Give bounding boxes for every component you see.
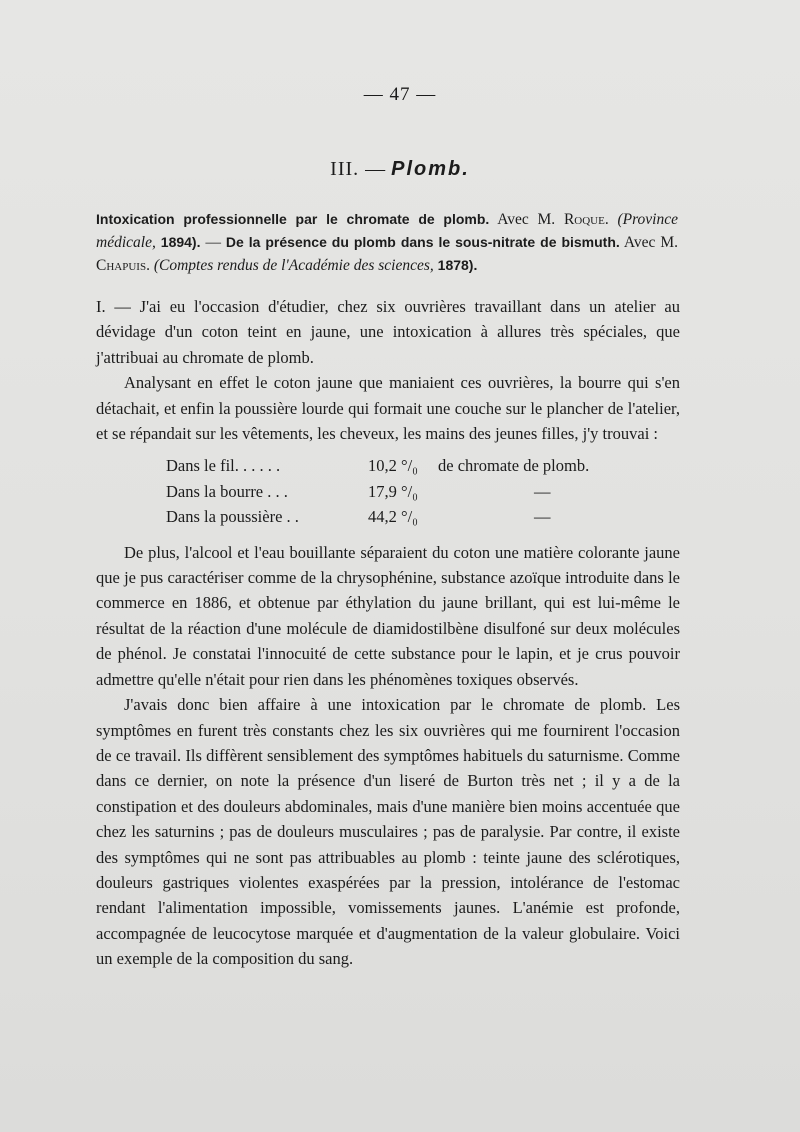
paragraph-2: Analysant en effet le coton jaune que maniaient ces ouvrières, la bourre qui s'en détachait, et enfin la poussière lourde qui formait une couche sur le plancher de l'atelier, et se répandait sur les vêtements, les cheveux, les mains des jeunes filles, j'y trouvai : bbox=[96, 373, 680, 444]
publication-source-1: (Province médicale, bbox=[96, 211, 678, 251]
separator-dash: — bbox=[205, 234, 221, 251]
sample-label: Dans la poussière . . bbox=[166, 507, 299, 527]
sample-percentage: 10,2 °/₀ bbox=[368, 456, 418, 476]
sample-label: Dans la bourre . . . bbox=[166, 481, 288, 501]
section-heading bbox=[0, 158, 800, 181]
publication-year-2: 1878). bbox=[437, 257, 478, 273]
table-row bbox=[166, 504, 589, 529]
sample-percentage: 17,9 °/₀ bbox=[368, 481, 418, 501]
section-topic: Plomb. bbox=[391, 158, 470, 180]
sample-note: — bbox=[534, 481, 551, 501]
body-text bbox=[96, 294, 680, 972]
publication-source-2: (Comptes rendus de l'Académie des sciences, bbox=[153, 257, 434, 274]
publication-title-2: De la présence du plomb dans le sous-nitrate de bismuth. bbox=[225, 234, 620, 250]
page-number: — 47 — bbox=[363, 84, 437, 105]
section-numeral: III. — bbox=[330, 158, 387, 180]
sample-percentage: 44,2 °/₀ bbox=[368, 507, 418, 527]
coauthor-1: Roque bbox=[563, 211, 605, 228]
publication-title-1: Intoxication professionnelle par le chromate de plomb. bbox=[96, 211, 490, 227]
sample-note: — bbox=[534, 507, 551, 527]
paragraph-3: De plus, l'alcool et l'eau bouillante séparaient du coton une matière colorante jaune que je pus caractériser comme de la chrysophénine, substance azoïque introduite dans le commerce en 1886, et obtenue par éthylation du jaune brillant, qui est lui-même le résultat de la réaction d'une molécule de diamidostilbène disulfoné sur deux molécules de phénol. Je constatai l'innocuité de cette substance pour le lapin, et je crus pouvoir admettre qu'elle n'était pour rien dans les phénomènes toxiques observés. bbox=[96, 542, 680, 689]
analysis-results-table bbox=[166, 453, 589, 529]
paragraph-1: I. — J'ai eu l'occasion d'étudier, chez six ouvrières travaillant dans un atelier au dévidage d'un coton teint en jaune, une intoxication à allures très spéciales, que j'attribuai au chromate de plomb. bbox=[96, 297, 680, 367]
publication-year-1: 1894). bbox=[160, 234, 201, 250]
sample-note: de chromate de plomb. bbox=[438, 456, 590, 476]
coauthor-2: Chapuis bbox=[96, 257, 147, 274]
paragraph-4: J'avais donc bien affaire à une intoxication par le chromate de plomb. Les symptômes en furent très constants chez les six ouvrières qui me fournirent l'occasion de ce travail. Ils diffèrent sensiblement des symptômes habituels du saturnisme. Comme dans ce dernier, on note la présence d'un liseré de Burton très net ; il y a de la constipation et des douleurs abdominales, mais d'une manière bien moins accentuée que chez les saturnins ; pas de douleurs musculaires ; pas de paralysie. Par contre, il existe des symptômes qui ne sont pas attribuables au plomb : teinte jaune des sclérotiques, douleurs gastriques violentes exaspérées par la pression, intolérance de l'estomac rendant l'alimentation impossible, vomissements jaunes. L'anémie est profonde, accompagnée de leucocytose marquée et d'augmentation de la valeur globulaire. Voici un exemple de la composition du sang. bbox=[96, 695, 680, 969]
sample-label: Dans le fil. . . . . . bbox=[166, 456, 281, 476]
table-row bbox=[166, 479, 589, 504]
table-row bbox=[166, 453, 589, 478]
coauthor-intro-1: Avec M. bbox=[497, 211, 556, 228]
coauthor-intro-2: Avec M. bbox=[623, 234, 679, 251]
bibliography-entry: Intoxication professionnelle par le chromate de plomb. Avec M. Roque. (Province médicale, 1894). — De la présence du plomb dans le sous-nitrate de bismuth. Avec M. Chapuis. (Comptes rendus de l'Académie des sciences, 1878). bbox=[96, 211, 679, 274]
